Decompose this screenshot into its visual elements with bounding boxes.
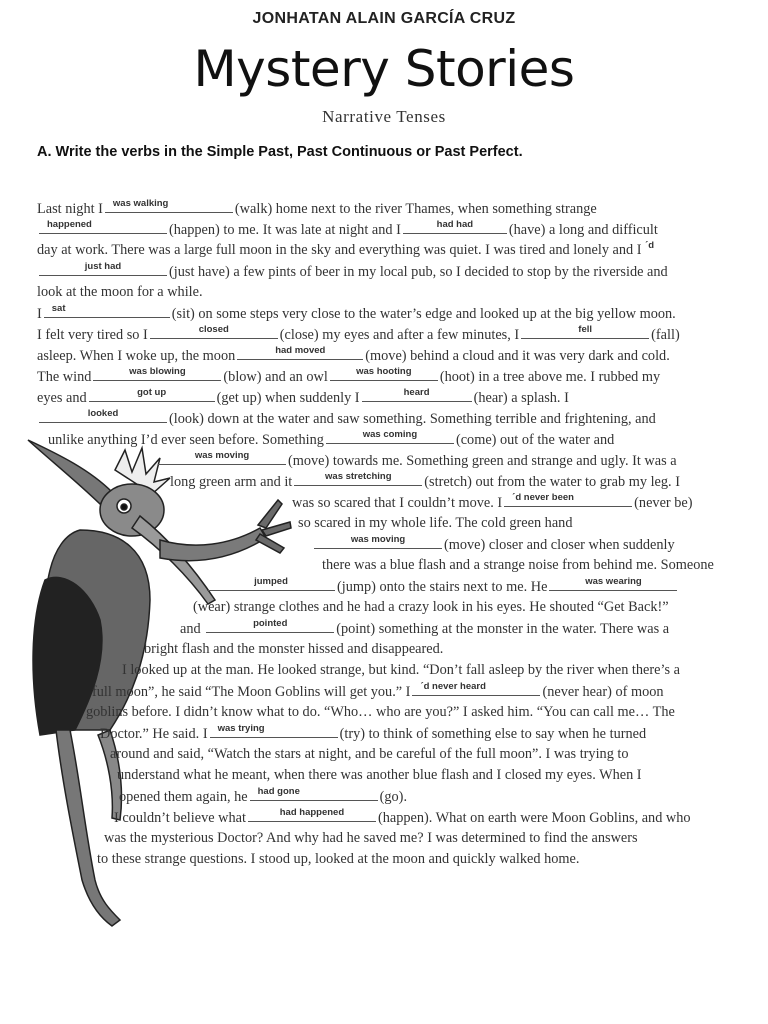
answer-blank: was walking [105, 199, 233, 213]
story-line: Last night I was walking (walk) home next to the river Thames, when something strange [37, 198, 597, 217]
page-title: Mystery Stories [193, 40, 575, 98]
story-line: opened them again, he had gone (go). [119, 786, 408, 805]
story-line: understand what he meant, when there was another blue flash and I closed my eyes. When I [117, 767, 642, 783]
answer-blank: sat [44, 304, 170, 318]
answer-blank: was moving [158, 451, 286, 465]
story-line: unlike anything I’d ever seen before. Something was coming (come) out of the water and [48, 429, 615, 448]
story-line: and pointed (point) something at the monster in the water. There was a [180, 618, 670, 637]
answer-blank: had gone [250, 787, 378, 801]
story-line: Doctor.” He said. I was trying (try) to think of something else to say when he turned [100, 723, 647, 742]
story-line: eyes and got up (get up) when suddenly I heard (hear) a splash. I [37, 387, 569, 406]
story-line: there was a blue flash and a strange noise from behind me. Someone [322, 557, 714, 573]
story-line: was so scared that I couldn’t move. I ´d never been (never be) [292, 492, 693, 511]
answer-blank: happened [39, 220, 167, 234]
answer-blank: had happened [248, 808, 376, 822]
exercise-instruction: A. Write the verbs in the Simple Past, Past Continuous or Past Perfect. [37, 144, 523, 160]
story-line: day at work. There was a large full moon in the sky and everything was quiet. I was tired and lonely and I $^{´d}$ [37, 240, 655, 258]
story-line: The wind was blowing (blow) and an owl was hooting (hoot) in a tree above me. I rubbed my [37, 366, 661, 385]
answer-blank: was trying [210, 724, 338, 738]
answer-blank: ´d never heard [412, 682, 540, 696]
story-line: goblins before. I didn’t know what to do. “Who… who are you?” I asked him. “You can call me… The [86, 704, 675, 720]
story-line: was moving (move) towards me. Something green and strange and ugly. It was a [156, 451, 677, 470]
page-subtitle: Narrative Tenses [322, 107, 446, 126]
answer-blank: was hooting [330, 367, 438, 381]
story-line: around and said, “Watch the stars at night, and be careful of the full moon”. I was trying to [110, 746, 629, 762]
story-line: full moon”, he said “The Moon Goblins will get you.” I ´d never heard (never hear) of moon [92, 681, 664, 700]
author-name: JONHATAN ALAIN GARCÍA CRUZ [252, 10, 516, 27]
answer-blank: pointed [206, 619, 334, 633]
answer-blank: was wearing [549, 577, 677, 591]
answer-blank: heard [362, 388, 472, 402]
story-line: to these strange questions. I stood up, looked at the moon and quickly walked home. [97, 851, 580, 867]
story-line: was moving (move) closer and closer when suddenly [312, 535, 675, 554]
story-line: happened (happen) to me. It was late at night and I had had (have) a long and difficult [37, 220, 658, 239]
story-line: just had (just have) a few pints of beer in my local pub, so I decided to stop by the riverside and [37, 262, 668, 281]
story-line: asleep. When I woke up, the moon had moved (move) behind a cloud and it was very dark and cold. [37, 345, 670, 364]
answer-blank: got up [89, 388, 215, 402]
answer-blank: jumped [207, 577, 335, 591]
answer-blank: was moving [314, 535, 442, 549]
answer-blank: looked [39, 409, 167, 423]
story-line: bright flash and the monster hissed and disappeared. [144, 641, 444, 657]
answer-blank: fell [521, 325, 649, 339]
story-line: looked (look) down at the water and saw something. Something terrible and frightening, and [37, 409, 656, 428]
answer-blank: was blowing [93, 367, 221, 381]
story-line: I couldn’t believe what had happened (happen). What on earth were Moon Goblins, and who [114, 807, 691, 826]
answer-blank: just had [39, 262, 167, 276]
story-line: I felt very tired so I closed (close) my eyes and after a few minutes, I fell (fall) [37, 324, 680, 343]
answer-blank: was stretching [294, 472, 422, 486]
story-line: (wear) strange clothes and he had a crazy look in his eyes. He shouted “Get Back!” [193, 599, 669, 615]
story-line: long green arm and it was stretching (stretch) out from the water to grab my leg. I [170, 471, 680, 490]
answer-blank: was coming [326, 430, 454, 444]
answer-blank: ´d never been [504, 493, 632, 507]
answer-blank: closed [150, 325, 278, 339]
answer-blank: had moved [237, 346, 363, 360]
story-line: look at the moon for a while. [37, 284, 203, 300]
story-line: I looked up at the man. He looked strange, but kind. “Don’t fall asleep by the river when there’s a [122, 662, 680, 678]
story-line: I sat (sit) on some steps very close to the water’s edge and looked up at the big yellow moon. [37, 303, 676, 322]
story-line: jumped (jump) onto the stairs next to me. He was wearing [205, 577, 679, 596]
answer-blank: had had [403, 220, 507, 234]
story-line: was the mysterious Doctor? And why had he saved me? I was determined to find the answers [104, 830, 638, 846]
story-line: so scared in my whole life. The cold green hand [298, 515, 573, 531]
